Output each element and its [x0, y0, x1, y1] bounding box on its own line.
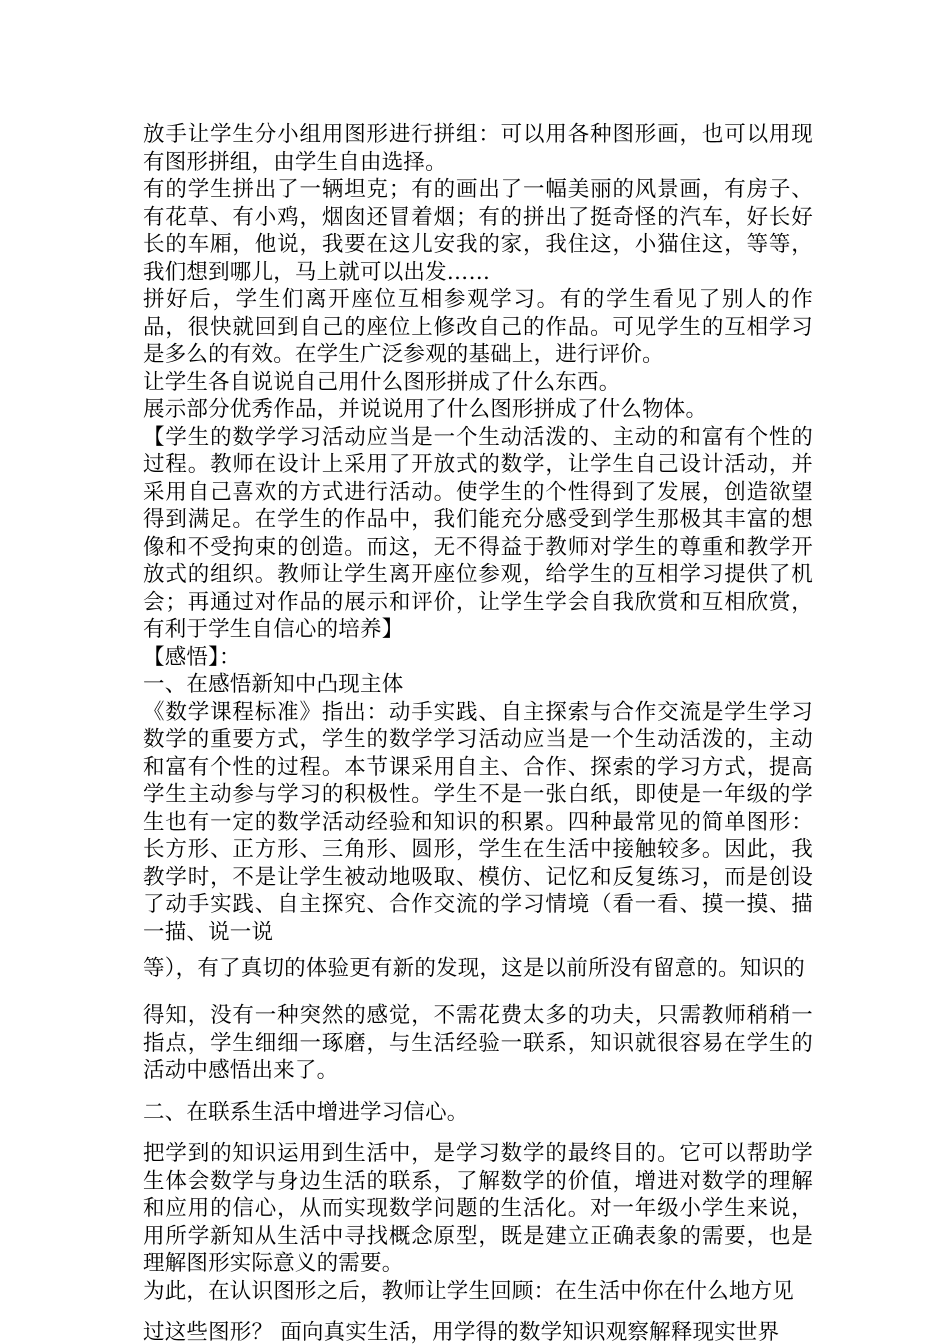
heading-reflection: 【感悟】： [143, 644, 241, 670]
paragraph-showcase: 展示部分优秀作品，并说说用了什么图形拼成了什么物体。 [143, 397, 708, 422]
heading-section-one: 一、在感悟新知中凸现主体 [143, 672, 404, 697]
paragraph-peer-visit: 拼好后，学生们离开座位互相参观学习。有的学生看见了别人的作品，很快就回到自己的座位上修改自己的作品。可见学生的互相学习是多么的有效。在学生广泛参观的基础上，进行评价。 [143, 287, 813, 367]
document-body [143, 121, 813, 1344]
paragraph-apply-knowledge: 把学到的知识运用到生活中，是学习数学的最终目的。它可以帮助学生体会数学与身边生活的联系，了解数学的价值，增进对数学的理解和应用的信心，从而实现数学问题的生活化。对一年级小学生来说，用所学新知从生活中寻找概念原型，既是建立正确表象的需要，也是理解图形实际意义的需要。 [143, 1141, 813, 1276]
paragraph-curriculum-standard: 《数学课程标准》指出：动手实践、自主探索与合作交流是学生学习数学的重要方式，学生的数学学习活动应当是一个生动活泼的，主动和富有个性的过程。本节课采用自主、合作、探索的学习方式，提高学生主动参与学习的积极性。学生不是一张白纸，即使是一年级的学生也有一定的数学活动经验和知识的积累。四种最常见的简单图形：长方形、正方形、三角形、圆形，学生在生活中接触较多。因此，我教学时，不是让学生被动地吸取、模仿、记忆和反复练习，而是创设了动手实践、自主探究、合作交流的学习情境（看一看、摸一摸、描一描、说一说 [143, 699, 813, 945]
paragraph-discovery-line: 等），有了真切的体验更有新的发现，这是以前所没有留意的。知识的 [143, 956, 805, 981]
paragraph-grouping-activity: 放手让学生分小组用图形进行拼组：可以用各种图形画，也可以用现有图形拼组，由学生自由选择。 [143, 122, 813, 175]
paragraph-commentary: 【学生的数学学习活动应当是一个生动活泼的、主动的和富有个性的过程。教师在设计上采用了开放式的数学，让学生自己设计活动，并采用自己喜欢的方式进行活动。使学生的个性得到了发展，创造欲望得到满足。在学生的作品中，我们能充分感受到学生那极其丰富的想像和不受拘束的创造。而这，无不得益于教师对学生的尊重和教学开放式的组织。教师让学生离开座位参观，给学生的互相学习提供了机会；再通过对作品的展示和评价，让学生学会自我欣赏和互相欣赏，有利于学生自信心的培养】 [143, 424, 813, 642]
paragraph-real-life: 过这些图形？ 面向真实生活，用学得的数学知识观察解释现实世界 [143, 1320, 780, 1344]
heading-section-two: 二、在联系生活中增进学习信心。 [143, 1099, 469, 1125]
paragraph-self-description: 让学生各自说说自己用什么图形拼成了什么东西。 [143, 369, 621, 395]
paragraph-student-creations: 有的学生拼出了一辆坦克；有的画出了一幅美丽的风景画，有房子、有花草、有小鸡，烟囱还冒着烟；有的拼出了挺奇怪的汽车，好长好长的车厢，他说，我要在这儿安我的家，我住这，小猫住这，等等，我们想到哪儿，马上就可以出发…… [143, 177, 813, 285]
paragraph-review-shapes: 为此，在认识图形之后，教师让学生回顾：在生活中你在什么地方见 [143, 1278, 795, 1304]
paragraph-knowledge-insight: 得知，没有一种突然的感觉，不需花费太多的功夫，只需教师稍稍一指点，学生细细一琢磨，与生活经验一联系，知识就很容易在学生的活动中感悟出来了。 [143, 1003, 813, 1083]
